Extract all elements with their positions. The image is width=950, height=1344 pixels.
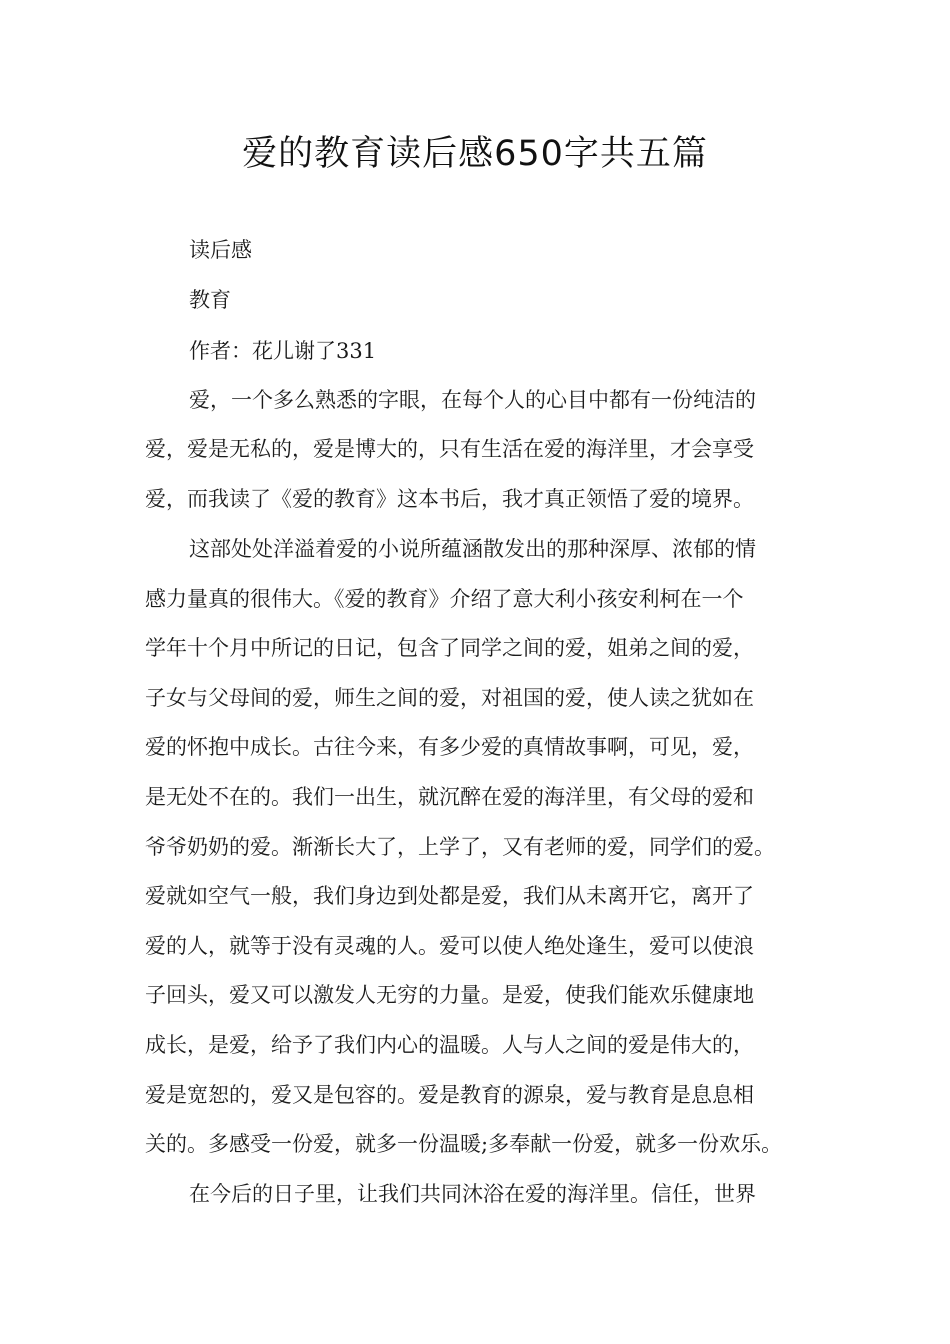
- body-line: 感力量真的很伟大。《爱的教育》介绍了意大利小孩安利柯在一个: [145, 587, 744, 611]
- body-line: 爱是宽恕的，爱又是包容的。爱是教育的源泉，爱与教育是息息相: [145, 1083, 754, 1107]
- body-line: 爱，爱是无私的，爱是博大的，只有生活在爱的海洋里，才会享受: [145, 437, 754, 461]
- body-line: 子回头，爱又可以激发人无穷的力量。是爱，使我们能欢乐健康地: [145, 983, 754, 1007]
- tag-label: 教育: [189, 288, 231, 312]
- author-line: 作者：花儿谢了331: [189, 339, 377, 363]
- body-line: 爱，一个多么熟悉的字眼，在每个人的心目中都有一份纯洁的: [189, 388, 756, 412]
- body-line: 关的。多感受一份爱，就多一份温暖;多奉献一份爱，就多一份欢乐。: [145, 1132, 783, 1156]
- body-line: 爱的人，就等于没有灵魂的人。爱可以使人绝处逢生，爱可以使浪: [145, 934, 754, 958]
- body-line: 爱，而我读了《爱的教育》这本书后，我才真正领悟了爱的境界。: [145, 487, 754, 511]
- body-line: 是无处不在的。我们一出生，就沉醉在爱的海洋里，有父母的爱和: [145, 785, 754, 809]
- body-line: 爷爷奶奶的爱。渐渐长大了，上学了，又有老师的爱，同学们的爱。: [145, 835, 775, 859]
- body-line: 这部处处洋溢着爱的小说所蕴涵散发出的那种深厚、浓郁的情: [189, 537, 756, 561]
- category-label: 读后感: [189, 238, 252, 262]
- document-title: 爱的教育读后感650字共五篇: [242, 134, 708, 174]
- body-line: 爱就如空气一般，我们身边到处都是爱，我们从未离开它，离开了: [145, 884, 754, 908]
- body-line: 爱的怀抱中成长。古往今来，有多少爱的真情故事啊，可见，爱，: [145, 735, 754, 759]
- body-line: 在今后的日子里，让我们共同沐浴在爱的海洋里。信任，世界: [189, 1182, 756, 1206]
- body-line: 成长，是爱，给予了我们内心的温暖。人与人之间的爱是伟大的，: [145, 1033, 754, 1057]
- body-line: 子女与父母间的爱，师生之间的爱，对祖国的爱，使人读之犹如在: [145, 686, 754, 710]
- body-line: 学年十个月中所记的日记，包含了同学之间的爱，姐弟之间的爱，: [145, 636, 754, 660]
